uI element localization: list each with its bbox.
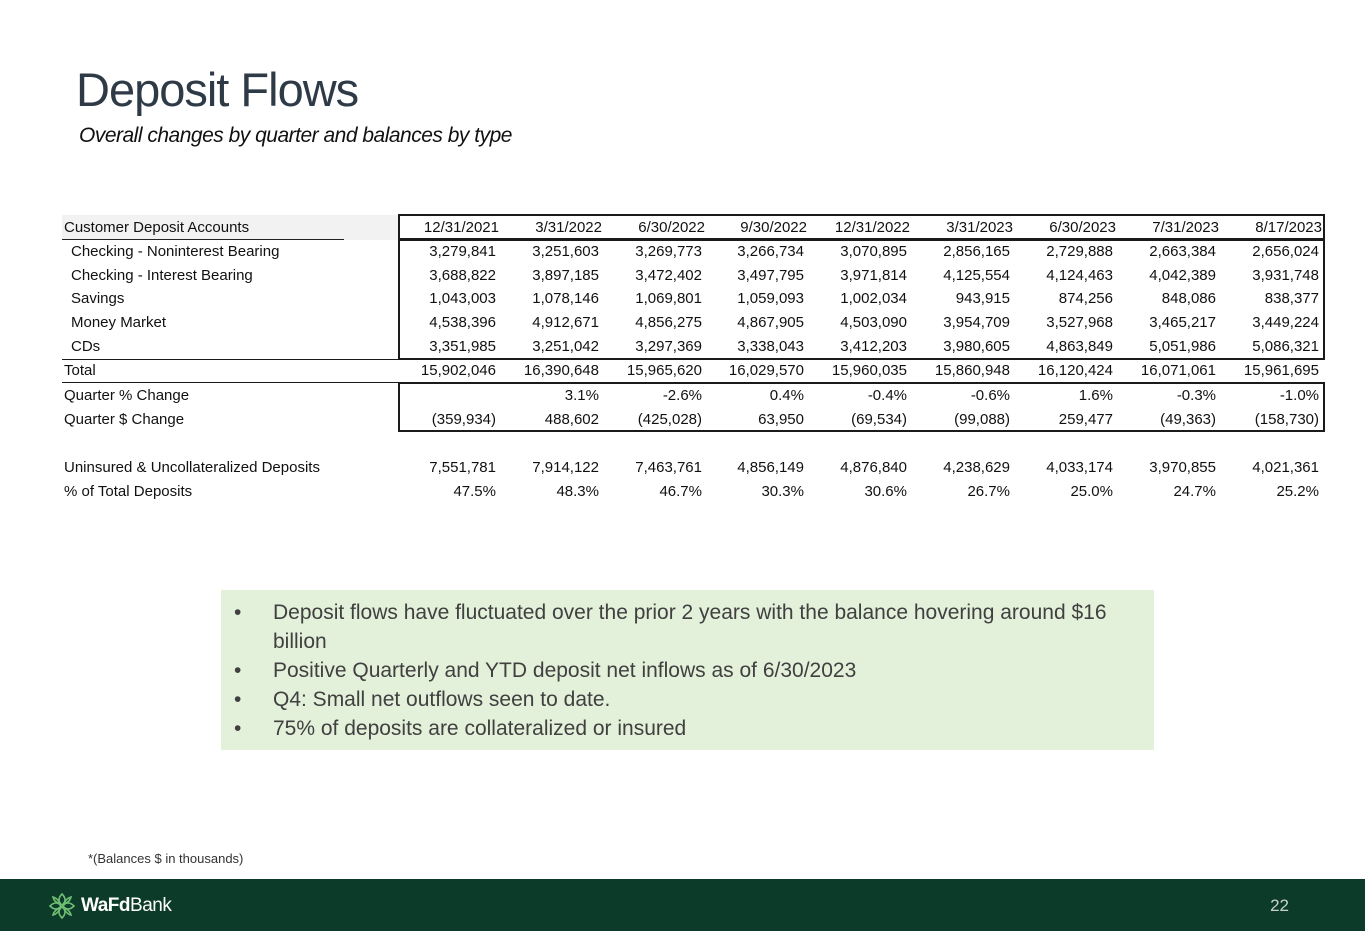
row-label: % of Total Deposits xyxy=(64,483,193,500)
row-label: Quarter $ Change xyxy=(64,411,185,428)
table-cell: 4,503,090 xyxy=(840,314,907,331)
wafd-bank-logo xyxy=(47,891,171,921)
table-cell: 3,931,748 xyxy=(1252,267,1319,284)
logo-wordmark-bold: WaFd xyxy=(81,895,131,916)
bullet-text: Positive Quarterly and YTD deposit net inflows as of 6/30/2023 xyxy=(273,659,857,682)
row-label: CDs xyxy=(71,338,101,355)
total-top-rule xyxy=(62,359,1325,360)
table-cell: 3,980,605 xyxy=(943,338,1010,355)
bullet-item xyxy=(221,714,1133,743)
column-header: 6/30/2023 xyxy=(1049,219,1116,236)
column-header: 8/17/2023 xyxy=(1255,219,1322,236)
table-cell: 7,914,122 xyxy=(532,459,599,476)
table-cell: 4,124,463 xyxy=(1046,267,1113,284)
table-cell: (425,028) xyxy=(637,411,702,428)
wafd-leaf-icon xyxy=(47,891,77,921)
table-cell: 48.3% xyxy=(556,483,599,500)
bullet-text: 75% of deposits are collateralized or insured xyxy=(273,717,687,740)
table-cell: 30.6% xyxy=(864,483,907,500)
table-cell: 3,338,043 xyxy=(737,338,804,355)
row-label: Total xyxy=(64,362,96,379)
table-cell: 3,279,841 xyxy=(429,243,496,260)
table-cell: 5,051,986 xyxy=(1149,338,1216,355)
table-cell: 4,856,275 xyxy=(635,314,702,331)
table-cell: 3,497,795 xyxy=(737,267,804,284)
table-cell: 3,897,185 xyxy=(532,267,599,284)
table-cell: 4,238,629 xyxy=(943,459,1010,476)
column-header: 9/30/2022 xyxy=(740,219,807,236)
table-cell: 3,449,224 xyxy=(1252,314,1319,331)
table-cell: 4,876,840 xyxy=(840,459,907,476)
table-cell: 3,251,042 xyxy=(532,338,599,355)
table-cell: 16,390,648 xyxy=(523,362,599,379)
header-dates-border xyxy=(398,214,1325,240)
table-cell: (49,363) xyxy=(1160,411,1216,428)
bullet-marker: • xyxy=(234,659,242,682)
column-header: 12/31/2021 xyxy=(423,219,499,236)
table-cell: (359,934) xyxy=(431,411,496,428)
table-cell: 3,970,855 xyxy=(1149,459,1216,476)
column-header: 3/31/2022 xyxy=(535,219,602,236)
bullet-marker: • xyxy=(234,717,242,740)
change-rows-border xyxy=(398,382,1325,432)
table-cell: 1,002,034 xyxy=(840,290,907,307)
table-cell: -1.0% xyxy=(1279,387,1319,404)
column-header: 6/30/2022 xyxy=(638,219,705,236)
table-cell: 24.7% xyxy=(1173,483,1216,500)
bullet-text: Q4: Small net outflows seen to date. xyxy=(273,688,611,711)
table-cell: 3,472,402 xyxy=(635,267,702,284)
table-cell: 3,070,895 xyxy=(840,243,907,260)
column-header: 7/31/2023 xyxy=(1152,219,1219,236)
table-cell: 2,729,888 xyxy=(1046,243,1113,260)
key-points-callout xyxy=(221,590,1154,750)
table-cell: 16,071,061 xyxy=(1140,362,1216,379)
table-cell: 16,120,424 xyxy=(1037,362,1113,379)
table-cell: 7,551,781 xyxy=(429,459,496,476)
table-cell: 25.0% xyxy=(1070,483,1113,500)
slide-title: Deposit Flows xyxy=(76,63,359,116)
table-cell: (99,088) xyxy=(954,411,1010,428)
table-cell: 7,463,761 xyxy=(635,459,702,476)
table-cell: 4,867,905 xyxy=(737,314,804,331)
table-cell: 1,069,801 xyxy=(635,290,702,307)
table-cell: 2,663,384 xyxy=(1149,243,1216,260)
bullet-marker: • xyxy=(234,601,242,624)
table-cell: 25.2% xyxy=(1276,483,1319,500)
table-cell: 3,971,814 xyxy=(840,267,907,284)
table-cell: 3,297,369 xyxy=(635,338,702,355)
bullet-item xyxy=(221,656,1133,685)
table-cell: 4,021,361 xyxy=(1252,459,1319,476)
table-cell: 15,961,695 xyxy=(1243,362,1319,379)
table-cell: 15,965,620 xyxy=(626,362,702,379)
table-cell: 488,602 xyxy=(544,411,599,428)
table-cell: 4,912,671 xyxy=(532,314,599,331)
bullet-text: Deposit flows have fluctuated over the prior 2 years with the balance hovering around $16 billion xyxy=(273,601,1107,653)
table-cell: 3,266,734 xyxy=(737,243,804,260)
table-cell: 3,412,203 xyxy=(840,338,907,355)
logo-wordmark xyxy=(81,895,171,917)
table-cell: 4,042,389 xyxy=(1149,267,1216,284)
table-cell: 3,351,985 xyxy=(429,338,496,355)
table-cell: 3,527,968 xyxy=(1046,314,1113,331)
page-number: 22 xyxy=(1270,896,1289,915)
row-label: Checking - Noninterest Bearing xyxy=(71,243,280,260)
table-cell: 3,269,773 xyxy=(635,243,702,260)
table-cell: (69,534) xyxy=(851,411,907,428)
table-cell: 15,960,035 xyxy=(831,362,907,379)
slide-subtitle: Overall changes by quarter and balances by type xyxy=(79,124,512,147)
table-cell: 63,950 xyxy=(758,411,804,428)
table-cell: 2,856,165 xyxy=(943,243,1010,260)
table-cell: 4,033,174 xyxy=(1046,459,1113,476)
row-label: Savings xyxy=(71,290,125,307)
column-header: 12/31/2022 xyxy=(834,219,910,236)
table-cell: 3.1% xyxy=(564,387,599,404)
table-cell: 1.6% xyxy=(1078,387,1113,404)
logo-wordmark-regular: Bank xyxy=(130,895,172,916)
table-cell: 943,915 xyxy=(955,290,1010,307)
table-cell: 15,902,046 xyxy=(420,362,496,379)
balances-border xyxy=(398,239,1325,360)
table-cell: 4,125,554 xyxy=(943,267,1010,284)
table-cell: 1,059,093 xyxy=(737,290,804,307)
table-cell: 5,086,321 xyxy=(1252,338,1319,355)
table-cell: 16,029,570 xyxy=(728,362,804,379)
footer-bar xyxy=(0,879,1365,931)
table-cell: 15,860,948 xyxy=(934,362,1010,379)
table-cell: 0.4% xyxy=(769,387,804,404)
table-cell: -0.4% xyxy=(867,387,907,404)
table-cell: 259,477 xyxy=(1058,411,1113,428)
table-cell: -0.3% xyxy=(1176,387,1216,404)
bullet-item xyxy=(221,598,1133,656)
bullet-marker: • xyxy=(234,688,242,711)
table-header-label: Customer Deposit Accounts xyxy=(64,219,250,236)
table-cell: 838,377 xyxy=(1264,290,1319,307)
table-cell: 3,954,709 xyxy=(943,314,1010,331)
row-label: Quarter % Change xyxy=(64,387,190,404)
table-cell: 1,043,003 xyxy=(429,290,496,307)
table-cell: 2,656,024 xyxy=(1252,243,1319,260)
table-cell: 3,465,217 xyxy=(1149,314,1216,331)
table-cell: 4,863,849 xyxy=(1046,338,1113,355)
table-cell: 874,256 xyxy=(1058,290,1113,307)
footnote: *(Balances $ in thousands) xyxy=(88,851,244,866)
row-label: Money Market xyxy=(71,314,167,331)
table-cell: 4,538,396 xyxy=(429,314,496,331)
table-cell: 46.7% xyxy=(659,483,702,500)
table-cell: 4,856,149 xyxy=(737,459,804,476)
table-cell: 1,078,146 xyxy=(532,290,599,307)
table-cell: 26.7% xyxy=(967,483,1010,500)
table-cell: -2.6% xyxy=(662,387,702,404)
table-cell: 30.3% xyxy=(761,483,804,500)
bullet-item xyxy=(221,685,1133,714)
table-cell: 47.5% xyxy=(453,483,496,500)
table-cell: -0.6% xyxy=(970,387,1010,404)
table-cell: 848,086 xyxy=(1161,290,1216,307)
table-cell: 3,688,822 xyxy=(429,267,496,284)
header-label-underline xyxy=(62,239,344,240)
row-label: Checking - Interest Bearing xyxy=(71,267,253,284)
key-points-list xyxy=(221,598,1133,743)
table-cell: 3,251,603 xyxy=(532,243,599,260)
row-label: Uninsured & Uncollateralized Deposits xyxy=(64,459,320,476)
table-cell: (158,730) xyxy=(1254,411,1319,428)
column-header: 3/31/2023 xyxy=(946,219,1013,236)
